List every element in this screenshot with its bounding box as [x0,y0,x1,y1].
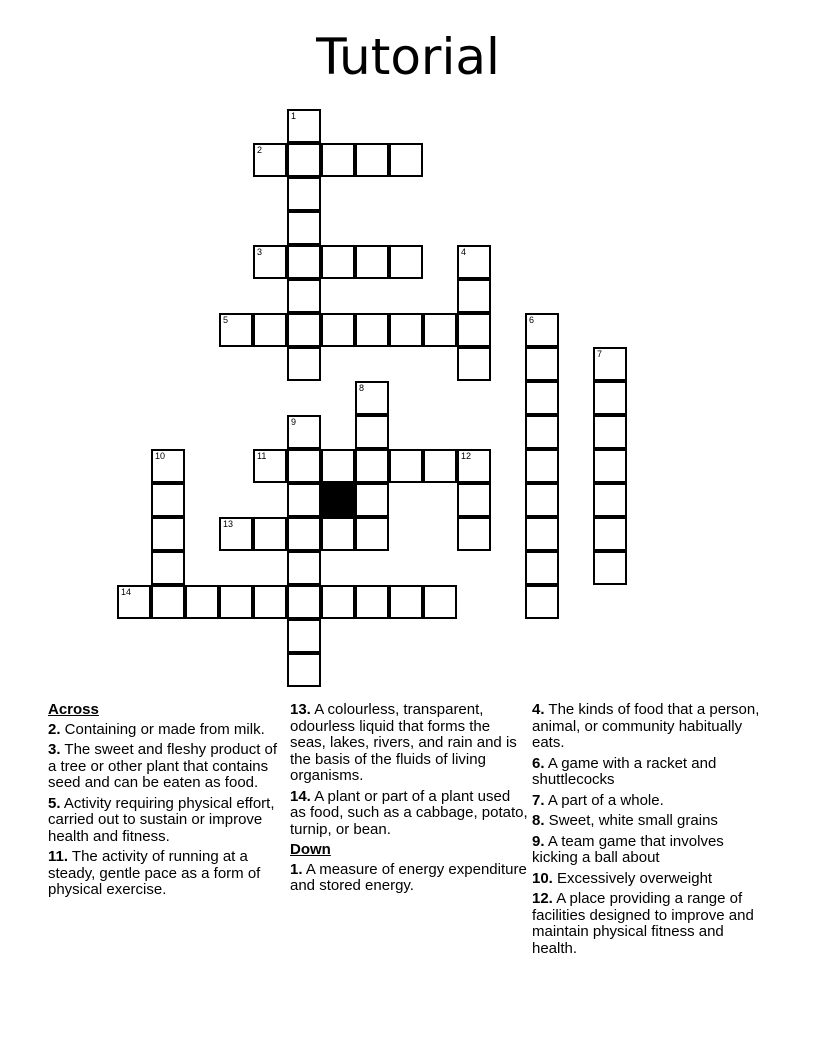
grid-cell[interactable] [287,313,321,347]
grid-cell[interactable] [185,585,219,619]
clue-text: A plant or part of a plant used as food, such as a cabbage, potato, turnip, or bean. [290,787,528,838]
clue-number: 13. [290,701,311,718]
grid-cell[interactable] [525,483,559,517]
cell-number: 12 [461,451,472,461]
grid-cell[interactable] [287,279,321,313]
down-heading: Down [290,841,331,858]
clue-number: 14. [290,787,311,805]
clue-number: 8. [532,812,545,829]
clue-across-3 [48,742,286,792]
cell-number: 11 [257,451,267,461]
grid-cell[interactable] [525,313,559,347]
grid-cell[interactable] [287,245,321,279]
grid-cell[interactable] [321,585,355,619]
grid-cell[interactable] [593,381,627,415]
cell-number: 13 [223,519,234,529]
grid-cell[interactable] [151,585,185,619]
grid-cell[interactable] [253,517,287,551]
clue-number: 2. [48,720,61,738]
grid-cell[interactable] [389,245,423,279]
clue-number: 9. [532,832,545,850]
clue-text: The kinds of food that a person, animal, or community habitually eats. [532,701,760,751]
grid-cell[interactable] [389,313,423,347]
grid-cell[interactable] [355,381,389,415]
clue-down-8 [532,813,770,830]
grid-cell[interactable] [219,585,253,619]
grid-cell[interactable] [287,449,321,483]
clue-across-13 [290,702,528,785]
grid-cell[interactable] [457,449,491,483]
clue-text: The activity of running at a steady, gentle pace as a form of physical exercise. [48,848,261,898]
grid-cell[interactable] [389,449,423,483]
clue-text: Excessively overweight [552,869,713,887]
grid-cell[interactable] [355,415,389,449]
grid-cell[interactable] [287,517,321,551]
grid-cell[interactable] [593,483,627,517]
cell-number: 6 [529,315,535,325]
cell-number: 1 [291,111,297,121]
clue-text: A part of a whole. [544,791,664,809]
grid-cell[interactable] [219,517,253,551]
clue-number: 12. [532,890,553,907]
grid-cell[interactable] [287,551,321,585]
grid-cell[interactable] [355,517,389,551]
grid-cell[interactable] [593,517,627,551]
grid-cell[interactable] [287,347,321,381]
cell-number: 2 [257,145,263,155]
clue-down-6 [532,756,770,789]
grid-cell[interactable] [287,143,321,177]
grid-cell[interactable] [593,347,627,381]
clue-number: 7. [532,791,545,809]
grid-cell[interactable] [355,585,389,619]
grid-cell[interactable] [593,449,627,483]
grid-cell[interactable] [389,143,423,177]
grid-cell[interactable] [355,483,389,517]
grid-cell[interactable] [287,177,321,211]
clue-text: Sweet, white small grains [544,812,718,829]
clue-number: 10. [532,869,553,887]
grid-cell[interactable] [253,245,287,279]
cell-number: 14 [121,587,132,597]
grid-cell[interactable] [525,517,559,551]
grid-cell[interactable] [457,517,491,551]
cell-number: 9 [291,417,297,427]
grid-cell[interactable] [151,483,185,517]
grid-cell[interactable] [525,381,559,415]
grid-cell[interactable] [457,279,491,313]
clue-number: 5. [48,794,61,812]
clue-across-5 [48,796,286,846]
grid-cell[interactable] [525,449,559,483]
grid-cell[interactable] [525,551,559,585]
clue-down-1 [290,862,528,895]
grid-cell[interactable] [117,585,151,619]
cell-number: 10 [155,451,166,461]
clue-number: 11. [48,848,69,865]
grid-cell[interactable] [355,245,389,279]
black-cell [321,483,355,517]
clue-across-14 [290,789,528,839]
clues-column-2 [290,702,528,899]
grid-cell[interactable] [423,585,457,619]
clue-number: 4. [532,701,545,718]
grid-cell[interactable] [525,347,559,381]
grid-cell[interactable] [355,449,389,483]
grid-cell[interactable] [321,449,355,483]
grid-cell[interactable] [321,143,355,177]
clue-across-2 [48,722,286,739]
grid-cell[interactable] [457,245,491,279]
grid-cell[interactable] [219,313,253,347]
clue-down-12 [532,891,770,957]
grid-cell[interactable] [287,109,321,143]
grid-cell[interactable] [287,619,321,653]
across-heading: Across [48,701,99,718]
grid-cell[interactable] [355,143,389,177]
grid-cell[interactable] [253,313,287,347]
clue-number: 1. [290,860,303,878]
grid-cell[interactable] [321,245,355,279]
grid-cell[interactable] [151,551,185,585]
grid-cell[interactable] [593,551,627,585]
clue-text: A game with a racket and shuttlecocks [532,754,717,788]
grid-cell[interactable] [287,585,321,619]
clues-column-1 [48,702,286,903]
grid-cell[interactable] [457,483,491,517]
cell-number: 5 [223,315,229,325]
page-title: Tutorial [316,28,500,86]
clue-text: A team game that involves kicking a ball about [532,832,724,866]
grid-cell[interactable] [321,517,355,551]
grid-cell[interactable] [151,449,185,483]
clue-number: 6. [532,754,545,772]
grid-cell[interactable] [525,415,559,449]
grid-cell[interactable] [423,449,457,483]
clue-text: The sweet and fleshy product of a tree or other plant that contains seed and can be eaten as food. [48,741,278,791]
clue-text: Containing or made from milk. [60,720,265,738]
clue-down-10 [532,871,770,888]
clue-number: 3. [48,741,61,758]
grid-cell[interactable] [321,313,355,347]
grid-cell[interactable] [287,483,321,517]
grid-cell[interactable] [253,585,287,619]
grid-cell[interactable] [287,653,321,687]
grid-cell[interactable] [423,313,457,347]
grid-cell[interactable] [151,517,185,551]
clue-text: A measure of energy expenditure and stored energy. [290,860,527,894]
clues-column-3 [532,702,770,961]
clue-text: A colourless, transparent, odourless liquid that forms the seas, lakes, rivers, and rain and is the basis of the fluids of living organisms. [290,701,517,784]
cell-number: 4 [461,247,467,257]
grid-cell[interactable] [287,415,321,449]
cell-number: 3 [257,247,263,257]
grid-cell[interactable] [287,211,321,245]
cell-number: 7 [597,349,603,359]
clue-down-4 [532,702,770,752]
clue-down-7 [532,793,770,810]
grid-cell[interactable] [355,313,389,347]
grid-cell[interactable] [457,347,491,381]
grid-cell[interactable] [457,313,491,347]
cell-number: 8 [359,383,365,393]
clue-across-11 [48,849,286,899]
grid-cell[interactable] [389,585,423,619]
clue-text: Activity requiring physical effort, carried out to sustain or improve health and fitness. [48,794,275,845]
clue-down-9 [532,834,770,867]
grid-cell[interactable] [593,415,627,449]
grid-cell[interactable] [253,143,287,177]
grid-cell[interactable] [525,585,559,619]
grid-cell[interactable] [253,449,287,483]
clue-text: A place providing a range of facilities designed to improve and maintain physical fitness and health. [532,890,754,957]
